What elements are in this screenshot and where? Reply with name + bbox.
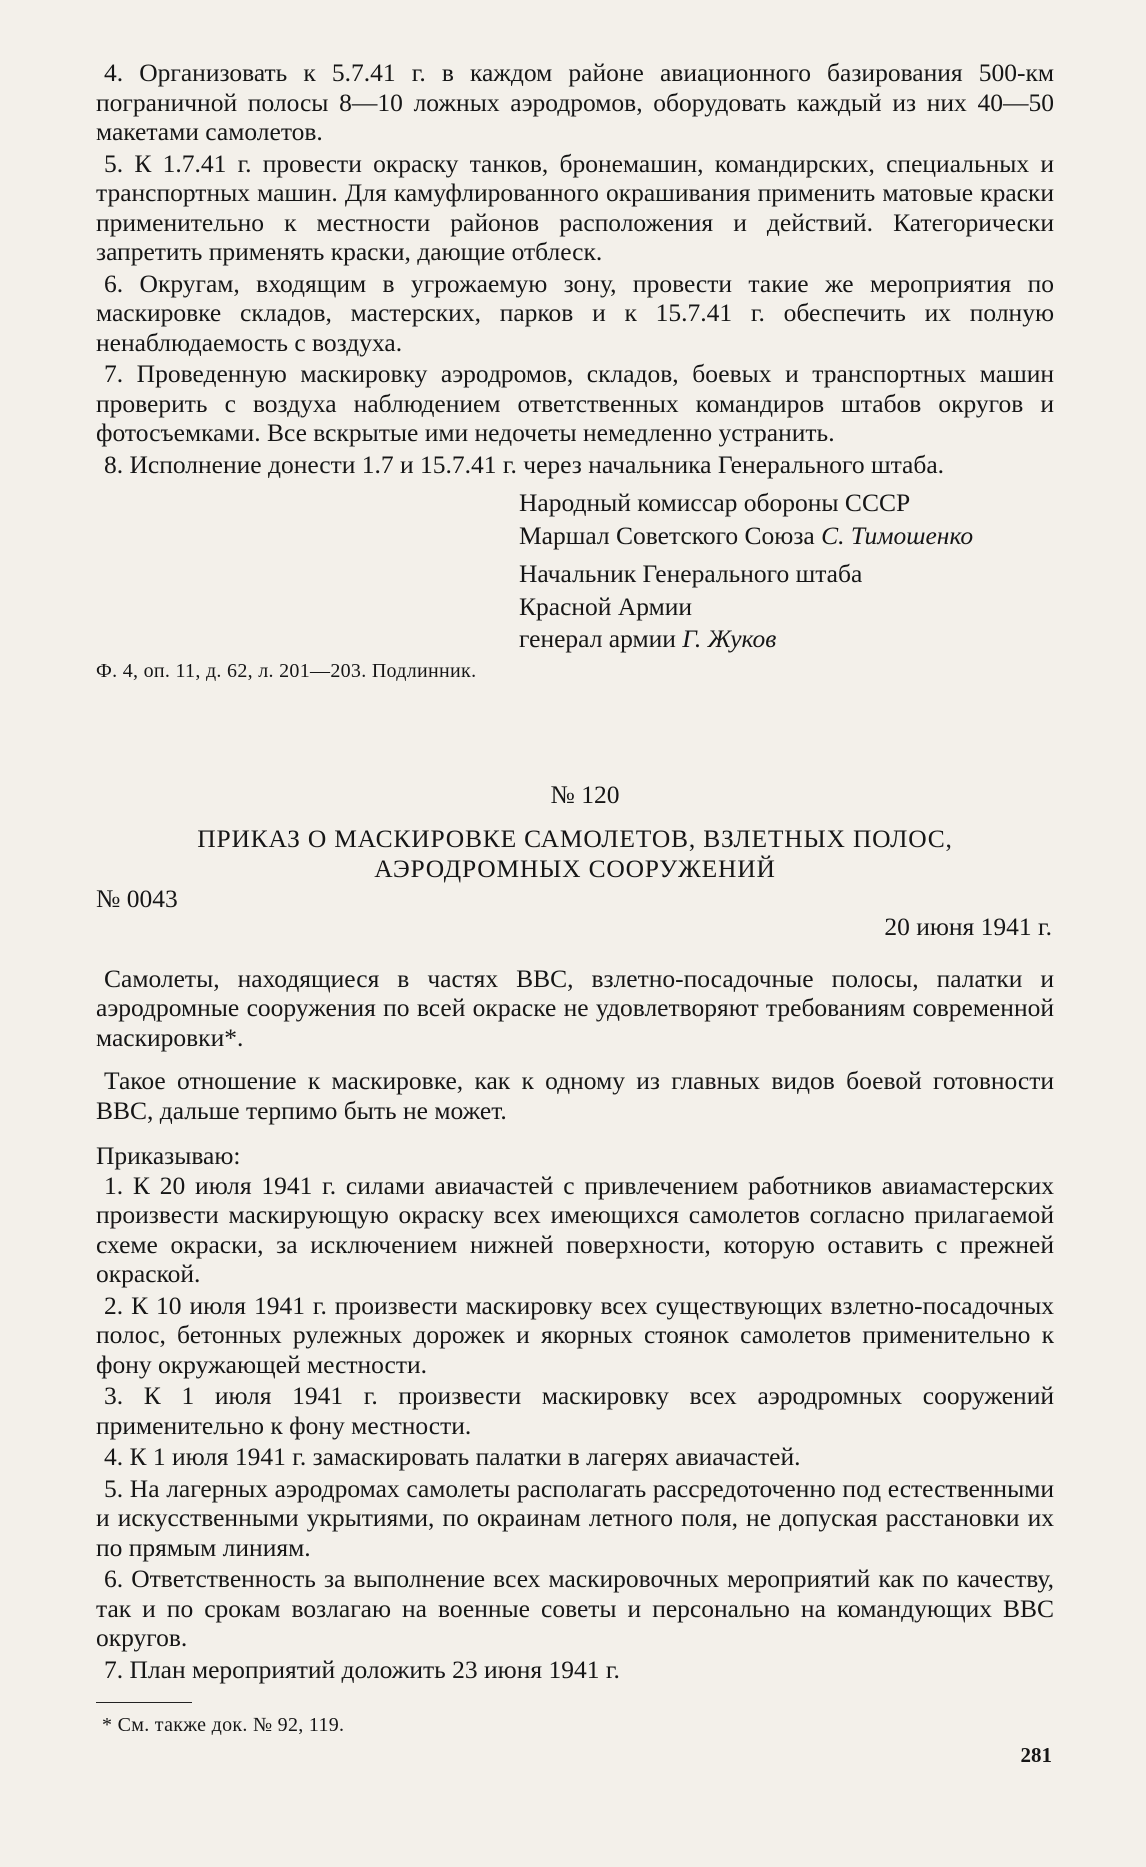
signature-line: Начальник Генерального штаба xyxy=(519,559,863,588)
signature-line: Народный комиссар обороны СССР xyxy=(519,488,911,517)
title-line: ПРИКАЗ О МАСКИРОВКЕ САМОЛЕТОВ, ВЗЛЕТНЫХ ПОЛОС, xyxy=(197,823,953,853)
paragraph: 8. Исполнение донести 1.7 и 15.7.41 г. через начальника Генерального штаба. xyxy=(104,449,945,479)
signature-line: Красной Армии xyxy=(519,591,693,621)
order-item: 2. К 10 июля 1941 г. произвести маскировку всех существующих взлетно-посадочных полос, бетонных рулежных дорожек и якорных стоянок самолетов применительно к фону окружающей местности. xyxy=(96,1290,1054,1379)
signatory-name: Г. Жуков xyxy=(682,624,777,653)
order-date: 20 июня 1941 г. xyxy=(884,911,1052,941)
order-item: 6. Ответственность за выполнение всех маскировочных мероприятий как по качеству, так и по срокам возлагаю на военные советы и персонально на командующих ВВС округов. xyxy=(96,1564,1054,1652)
paragraph: 6. Округам, входящим в угрожаемую зону, провести такие же мероприятия по маскировке складов, мастерских, парков и к 15.7.41 г. обеспечить их полную ненаблюдаемость с воздуха. xyxy=(96,268,1054,357)
footnote-divider xyxy=(96,1702,192,1703)
signature-title: Маршал Советского Союза xyxy=(519,520,822,550)
order-item: 4. К 1 июля 1941 г. замаскировать палатки в лагерях авиачастей. xyxy=(104,1442,801,1471)
order-item: 1. К 20 июля 1941 г. силами авиачастей с привлечением работников авиамастерских произвести маскирующую окраску всех имеющихся самолетов согласно прилагаемой схеме окраски, за исключением нижней поверхности, которую оставить с прежней окраской. xyxy=(96,1170,1054,1288)
order-body xyxy=(96,964,1054,1685)
document-number: № 120 xyxy=(550,779,620,809)
page-number: 281 xyxy=(1020,1743,1052,1767)
paragraph: 7. Проведенную маскировку аэродромов, складов, боевых и транспортных машин проверить с воздуха наблюдением ответственных командиров штабов округов и фотосъемками. Все вскрытые ими недочеты немедленно устранить. xyxy=(96,359,1054,447)
signature-line xyxy=(519,623,1054,656)
title-line: АЭРОДРОМНЫХ СООРУЖЕНИЙ xyxy=(374,853,776,883)
signatory-name: С. Тимошенко xyxy=(821,520,974,550)
paragraph: Такое отношение к маскировке, как к одному из главных видов боевой готовности ВВС, дальше терпимо быть не может. xyxy=(96,1066,1054,1125)
document-title xyxy=(96,824,1054,884)
order-item: 3. К 1 июля 1941 г. произвести маскировку всех аэродромных сооружений применительно к фону местности. xyxy=(96,1381,1054,1440)
order-number: № 0043 xyxy=(96,883,178,913)
order-item: 5. На лагерных аэродромах самолеты располагать рассредоточенно под естественными и искусственными укрытиями, по окраинам летного поля, не допуская расстановки их по прямым линиям. xyxy=(96,1473,1054,1562)
signature-title: генерал армии xyxy=(519,624,683,653)
paragraph: 4. Организовать к 5.7.41 г. в каждом районе авиационного базирования 500-км пограничной полосы 8—10 ложных аэродромов, оборудовать каждый из них 40—50 макетами самолетов. xyxy=(96,58,1054,146)
command-header: Приказываю: xyxy=(96,1141,241,1170)
order-header xyxy=(96,884,1054,944)
paragraph: 5. К 1.7.41 г. провести окраску танков, бронемашин, командирских, специальных и транспортных машин. Для камуфлированного окрашивания применить матовые краски применительно к местности районов расположения и действий. Категорически запретить применять краски, дающие отблеск. xyxy=(96,148,1054,266)
previous-order-tail xyxy=(96,58,1054,479)
order-item: 7. План мероприятий доложить 23 июня 1941 г. xyxy=(104,1654,620,1684)
paragraph: Самолеты, находящиеся в частях ВВС, взлетно-посадочные полосы, палатки и аэродромные сооружения по всей окраске не удовлетворяют требованиям современной маскировки*. xyxy=(96,963,1054,1052)
footnote: * См. также док. № 92, 119. xyxy=(102,1714,345,1736)
signature-line xyxy=(519,520,1054,553)
signature-block xyxy=(519,487,1054,656)
archive-source: Ф. 4, оп. 11, д. 62, л. 201—203. Подлинник. xyxy=(96,659,477,682)
